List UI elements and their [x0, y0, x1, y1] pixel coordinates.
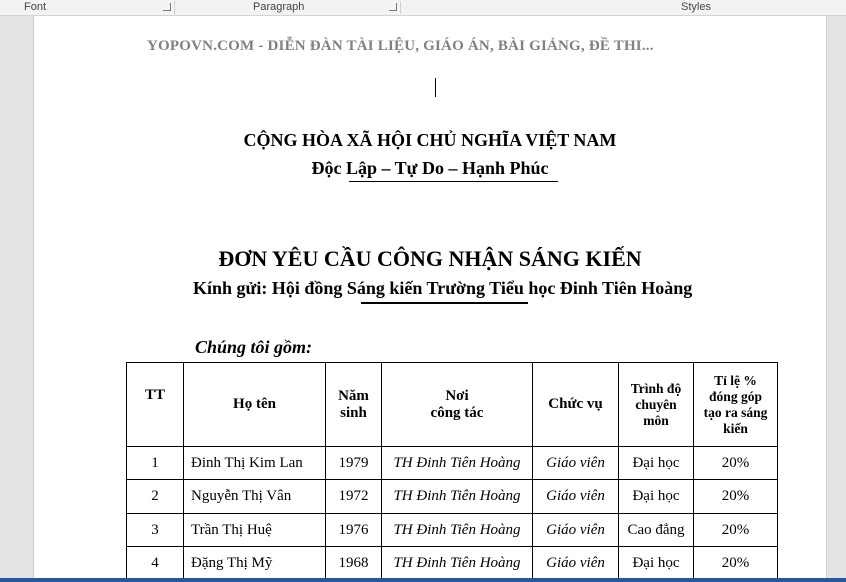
ribbon-separator: [400, 1, 401, 14]
cell-position: Giáo viên: [533, 480, 619, 514]
ribbon-separator: [174, 1, 175, 14]
cell-percent: 20%: [694, 480, 778, 514]
cell-position: Giáo viên: [533, 514, 619, 547]
cell-name: Đặng Thị Mỹ: [184, 547, 326, 581]
cell-name: Đinh Thị Kim Lan: [184, 447, 326, 480]
cell-workplace: TH Đinh Tiên Hoàng: [382, 514, 533, 547]
text-cursor: [435, 78, 436, 97]
table-row: [127, 480, 778, 514]
cell-tt: 2: [127, 480, 184, 514]
table-header-row: [127, 363, 778, 447]
document-header: YOPOVN.COM - DIỄN ĐÀN TÀI LIỆU, GIÁO ÁN, BÀI GIẢNG, ĐỀ THI...: [147, 38, 654, 54]
cell-workplace: TH Đinh Tiên Hoàng: [382, 447, 533, 480]
ribbon-group-font: Font: [24, 1, 47, 13]
cell-name: Nguyễn Thị Vân: [184, 480, 326, 514]
cell-percent: 20%: [694, 447, 778, 480]
cell-workplace: TH Đinh Tiên Hoàng: [382, 547, 533, 581]
cell-year: 1976: [326, 514, 382, 547]
header-tt: TT: [127, 363, 184, 447]
cell-name: Trần Thị Huệ: [184, 514, 326, 547]
ribbon-group-labels: [0, 0, 846, 16]
members-label: Chúng tôi gồm:: [195, 337, 313, 357]
national-title: CỘNG HÒA XÃ HỘI CHỦ NGHĨA VIỆT NAM: [243, 130, 617, 150]
ribbon-group-paragraph: Paragraph: [253, 1, 305, 13]
cell-percent: 20%: [694, 547, 778, 581]
cell-qualification: Đại học: [619, 480, 694, 514]
cell-qualification: Đại học: [619, 547, 694, 581]
members-table: [126, 362, 778, 581]
cell-qualification: Đại học: [619, 447, 694, 480]
motto: Độc Lập – Tự Do – Hạnh Phúc: [311, 158, 549, 178]
cell-year: 1972: [326, 480, 382, 514]
header-workplace: Nơi công tác: [382, 363, 533, 447]
motto-underline: [349, 181, 558, 182]
header-percent: Tỉ lệ % đóng góp tạo ra sáng kiến: [694, 363, 778, 447]
table-row: [127, 514, 778, 547]
header-position: Chức vụ: [533, 363, 619, 447]
table-row: [127, 547, 778, 581]
cell-percent: 20%: [694, 514, 778, 547]
cell-position: Giáo viên: [533, 547, 619, 581]
document-page[interactable]: [33, 16, 827, 582]
cell-qualification: Cao đẳng: [619, 514, 694, 547]
header-name: Họ tên: [184, 363, 326, 447]
status-bar: [0, 578, 846, 582]
cell-year: 1979: [326, 447, 382, 480]
recipient-underline: [361, 302, 528, 304]
font-dialog-launcher-icon[interactable]: [163, 3, 171, 11]
cell-tt: 3: [127, 514, 184, 547]
ribbon-group-styles: Styles: [681, 1, 711, 13]
paragraph-dialog-launcher-icon[interactable]: [389, 3, 397, 11]
header-qualification: Trình độ chuyên môn: [619, 363, 694, 447]
cell-year: 1968: [326, 547, 382, 581]
header-year: Năm sinh: [326, 363, 382, 447]
table-row: [127, 447, 778, 480]
recipient-line: Kính gửi: Hội đồng Sáng kiến Trường Tiểu học Đinh Tiên Hoàng: [193, 278, 693, 298]
document-title: ĐƠN YÊU CẦU CÔNG NHẬN SÁNG KIẾN: [218, 246, 642, 271]
cell-position: Giáo viên: [533, 447, 619, 480]
cell-tt: 4: [127, 547, 184, 581]
cell-tt: 1: [127, 447, 184, 480]
cell-workplace: TH Đinh Tiên Hoàng: [382, 480, 533, 514]
